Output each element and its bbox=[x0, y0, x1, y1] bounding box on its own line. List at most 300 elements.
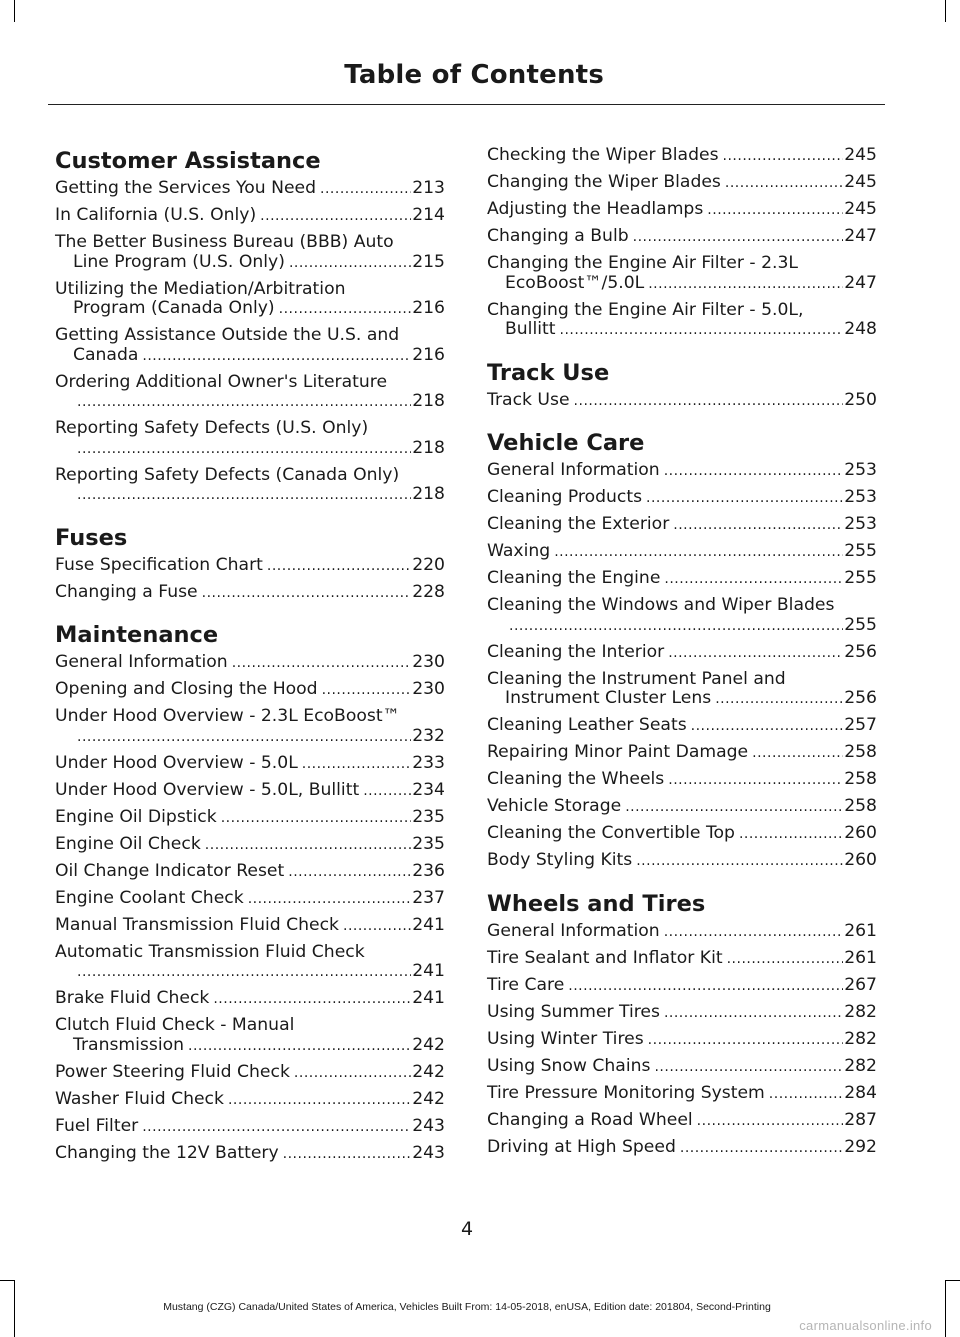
toc-entry-title: Program (Canada Only) bbox=[73, 298, 275, 318]
toc-entry[interactable] bbox=[487, 569, 877, 590]
toc-entry-title: Using Winter Tires bbox=[487, 1028, 644, 1049]
toc-entry-title: Engine Oil Check bbox=[55, 833, 201, 854]
dot-leader bbox=[725, 174, 843, 194]
dot-leader bbox=[202, 584, 412, 604]
toc-entry-line bbox=[55, 299, 445, 320]
toc-entry[interactable] bbox=[487, 227, 877, 248]
dot-leader bbox=[727, 950, 844, 970]
dot-leader bbox=[213, 990, 411, 1010]
toc-entry[interactable] bbox=[55, 179, 445, 200]
toc-entry-line bbox=[55, 1144, 445, 1165]
dot-leader bbox=[769, 1085, 843, 1105]
toc-entry-line bbox=[487, 976, 877, 997]
dot-leader bbox=[77, 486, 411, 506]
toc-entry-title: Washer Fluid Check bbox=[55, 1088, 224, 1109]
toc-entry[interactable] bbox=[487, 1030, 877, 1051]
dot-leader bbox=[221, 809, 411, 829]
dot-leader bbox=[648, 1031, 844, 1051]
toc-entry-line bbox=[487, 1084, 877, 1105]
dot-leader bbox=[302, 755, 411, 775]
toc-page-number: 247 bbox=[844, 226, 877, 246]
toc-entry-title: Changing the Engine Air Filter - 2.3L bbox=[487, 253, 798, 273]
toc-entry[interactable] bbox=[55, 556, 445, 577]
dot-leader bbox=[248, 890, 412, 910]
toc-entry-title: Under Hood Overview - 5.0L bbox=[55, 752, 298, 773]
toc-entry[interactable] bbox=[55, 862, 445, 883]
toc-entry-title: Ordering Additional Owner's Literature bbox=[55, 371, 388, 392]
toc-entry-line bbox=[487, 1111, 877, 1132]
toc-entry[interactable] bbox=[487, 596, 877, 636]
toc-page-number: 230 bbox=[412, 652, 445, 672]
toc-page-number: 241 bbox=[412, 914, 445, 935]
toc-entry-line bbox=[487, 824, 877, 845]
toc-page-number: 232 bbox=[412, 725, 445, 746]
toc-entry-title: Checking the Wiper Blades bbox=[487, 145, 719, 165]
toc-entry-line bbox=[55, 862, 445, 883]
toc-entry-title: Line Program (U.S. Only) bbox=[73, 251, 285, 272]
dot-leader bbox=[283, 1145, 412, 1165]
title-divider bbox=[48, 104, 885, 105]
toc-entry-line bbox=[487, 797, 877, 818]
dot-leader bbox=[228, 1091, 411, 1111]
toc-page-number: 253 bbox=[844, 514, 877, 534]
toc-entry-title: General Information bbox=[487, 920, 660, 941]
toc-entry-line bbox=[487, 320, 877, 341]
toc-page-number: 236 bbox=[412, 860, 445, 881]
toc-entry[interactable] bbox=[487, 200, 877, 221]
dot-leader bbox=[664, 570, 843, 590]
toc-section bbox=[487, 146, 877, 341]
toc-entry[interactable] bbox=[487, 146, 877, 167]
toc-entry[interactable] bbox=[55, 373, 445, 413]
toc-page-number: 261 bbox=[844, 920, 877, 941]
toc-entry[interactable] bbox=[487, 542, 877, 563]
toc-entry-title: Track Use bbox=[487, 389, 570, 410]
toc-entry-title: Adjusting the Headlamps bbox=[487, 199, 704, 219]
toc-page-number: 245 bbox=[844, 145, 877, 165]
toc-entry-line bbox=[487, 274, 877, 295]
toc-entry-title: Bullitt bbox=[505, 319, 556, 339]
toc-page-number: 255 bbox=[844, 541, 877, 561]
toc-entry[interactable] bbox=[487, 976, 877, 997]
section-heading: Vehicle Care bbox=[487, 430, 645, 456]
toc-page-number: 218 bbox=[412, 484, 445, 504]
toc-entry-title: Tire Pressure Monitoring System bbox=[487, 1082, 765, 1103]
toc-entry-title: Clutch Fluid Check - Manual bbox=[55, 1015, 295, 1035]
section-heading: Fuses bbox=[55, 524, 128, 551]
toc-entry-title: Changing a Road Wheel bbox=[487, 1109, 693, 1130]
toc-entry-line bbox=[487, 227, 877, 248]
dot-leader bbox=[142, 347, 411, 367]
toc-entry[interactable] bbox=[487, 851, 877, 872]
toc-entry-title: Oil Change Indicator Reset bbox=[55, 860, 285, 881]
dot-leader bbox=[294, 1064, 411, 1084]
dot-leader bbox=[664, 1004, 843, 1024]
toc-entry-title: Canada bbox=[73, 344, 139, 365]
toc-entry-title: Automatic Transmission Fluid Check bbox=[55, 941, 365, 962]
toc-page-number: 220 bbox=[412, 554, 445, 575]
toc-entry[interactable] bbox=[487, 301, 877, 341]
dot-leader bbox=[188, 1037, 411, 1057]
toc-entry[interactable] bbox=[487, 391, 877, 412]
toc-entry[interactable] bbox=[55, 1016, 445, 1056]
toc-entry-title: Reporting Safety Defects (Canada Only) bbox=[55, 464, 400, 485]
toc-entry[interactable] bbox=[487, 716, 877, 737]
toc-entry[interactable] bbox=[55, 754, 445, 775]
toc-page-number: 260 bbox=[844, 850, 877, 870]
toc-entry-title: Instrument Cluster Lens bbox=[505, 688, 712, 708]
dot-leader bbox=[625, 798, 843, 818]
toc-entry[interactable] bbox=[55, 233, 445, 273]
toc-entry-title: Engine Oil Dipstick bbox=[55, 806, 217, 827]
toc-entry-title: Body Styling Kits bbox=[487, 850, 633, 870]
toc-page-number: 216 bbox=[412, 298, 445, 318]
toc-entry-line bbox=[487, 949, 877, 970]
toc-page-number: 284 bbox=[844, 1082, 877, 1103]
toc-entry-title: Changing the 12V Battery bbox=[55, 1142, 279, 1163]
toc-entry-line bbox=[487, 146, 877, 167]
dot-leader bbox=[707, 201, 843, 221]
dot-leader bbox=[680, 1139, 843, 1159]
toc-entry-title: Cleaning the Exterior bbox=[487, 514, 670, 534]
toc-page-number: 258 bbox=[844, 796, 877, 816]
toc-entry-line bbox=[487, 689, 877, 710]
toc-entry-line bbox=[487, 1057, 877, 1078]
toc-page-number: 242 bbox=[412, 1061, 445, 1082]
toc-page-number: 228 bbox=[412, 581, 445, 602]
toc-entry[interactable] bbox=[487, 949, 877, 970]
toc-page-number: 282 bbox=[844, 1001, 877, 1022]
toc-page-number: 242 bbox=[412, 1034, 445, 1055]
toc-page-number: 292 bbox=[844, 1136, 877, 1157]
toc-entry-title: The Better Business Bureau (BBB) Auto bbox=[55, 232, 394, 252]
dot-leader bbox=[668, 771, 843, 791]
toc-entry[interactable] bbox=[55, 653, 445, 674]
toc-page-number: 218 bbox=[412, 437, 445, 458]
dot-leader bbox=[77, 440, 411, 460]
toc-page-number: 235 bbox=[412, 833, 445, 854]
toc-entry-title: Changing a Fuse bbox=[55, 581, 198, 602]
dot-leader bbox=[554, 543, 843, 563]
toc-entry-title: Transmission bbox=[73, 1034, 185, 1055]
toc-entry[interactable] bbox=[487, 922, 877, 943]
toc-entry-line bbox=[487, 200, 877, 221]
dot-leader bbox=[723, 147, 844, 167]
toc-entry-line bbox=[55, 680, 445, 701]
toc-page-number: 214 bbox=[412, 205, 445, 225]
toc-entry[interactable] bbox=[55, 916, 445, 937]
dot-leader bbox=[320, 180, 411, 200]
dot-leader bbox=[654, 1058, 843, 1078]
crop-mark-top-right-vertical bbox=[945, 0, 946, 22]
toc-entry-title: Under Hood Overview - 2.3L EcoBoost™ bbox=[55, 706, 400, 726]
toc-entry-title: Tire Care bbox=[487, 974, 565, 995]
dot-leader bbox=[77, 728, 411, 748]
toc-entry-line bbox=[487, 569, 877, 590]
toc-entry[interactable] bbox=[487, 173, 877, 194]
dot-leader bbox=[142, 1118, 411, 1138]
toc-page-number: 258 bbox=[844, 769, 877, 789]
toc-entry-title: Changing a Bulb bbox=[487, 226, 629, 246]
toc-page-number: 287 bbox=[844, 1109, 877, 1130]
toc-page-number: 282 bbox=[844, 1055, 877, 1076]
toc-page-number: 218 bbox=[412, 391, 445, 411]
toc-entry[interactable] bbox=[487, 488, 877, 509]
dot-leader bbox=[568, 977, 843, 997]
toc-entry-title: Cleaning the Convertible Top bbox=[487, 823, 735, 843]
dot-leader bbox=[343, 917, 411, 937]
dot-leader bbox=[77, 393, 411, 413]
dot-leader bbox=[633, 228, 844, 248]
toc-entry[interactable] bbox=[487, 1111, 877, 1132]
toc-entry-title: EcoBoost™/5.0L bbox=[505, 272, 645, 293]
crop-mark-bottom-left-horizontal bbox=[0, 1280, 15, 1281]
toc-entry-title: Getting the Services You Need bbox=[55, 178, 317, 198]
toc-entry-line bbox=[55, 206, 445, 227]
page-number: 4 bbox=[460, 1218, 474, 1240]
toc-entry-line bbox=[487, 542, 877, 563]
toc-entry-line bbox=[487, 1138, 877, 1159]
toc-entry[interactable] bbox=[55, 943, 445, 983]
toc-page-number: 216 bbox=[412, 344, 445, 365]
toc-entry-title: Utilizing the Mediation/Arbitration bbox=[55, 278, 346, 299]
toc-page-number: 261 bbox=[844, 947, 877, 968]
toc-entry-line bbox=[487, 743, 877, 764]
toc-page-number: 255 bbox=[844, 614, 877, 635]
toc-page-number: 245 bbox=[844, 172, 877, 192]
dot-leader bbox=[636, 852, 843, 872]
toc-entry[interactable] bbox=[55, 583, 445, 604]
toc-entry-line bbox=[55, 989, 445, 1010]
toc-entry-title: Cleaning the Windows and Wiper Blades bbox=[487, 595, 835, 615]
toc-entry-title: Tire Sealant and Inflator Kit bbox=[487, 947, 723, 968]
section-heading: Customer Assistance bbox=[55, 148, 321, 174]
toc-entry-line bbox=[55, 754, 445, 775]
toc-page-number: 255 bbox=[844, 568, 877, 588]
toc-entry[interactable] bbox=[487, 1003, 877, 1024]
toc-entry[interactable] bbox=[55, 1090, 445, 1111]
toc-entry-line bbox=[55, 916, 445, 937]
toc-entry-title: Fuse Specification Chart bbox=[55, 554, 263, 575]
toc-page-number: 243 bbox=[412, 1115, 445, 1136]
toc-entry-line bbox=[55, 1063, 445, 1084]
toc-entry-title: Power Steering Fluid Check bbox=[55, 1061, 290, 1082]
toc-entry-line bbox=[55, 346, 445, 367]
toc-entry-title: Waxing bbox=[487, 541, 551, 561]
toc-page-number: 234 bbox=[412, 779, 445, 800]
toc-entry-title: In California (U.S. Only) bbox=[55, 205, 257, 225]
toc-entry-title: Using Summer Tires bbox=[487, 1001, 660, 1022]
toc-entry-title: Vehicle Storage bbox=[487, 796, 622, 816]
toc-entry[interactable] bbox=[55, 989, 445, 1010]
footer-edition-info: Mustang (CZG) Canada/United States of America, Vehicles Built From: 14-05-2018, enUSA, Edition date: 201804, Second-Printing bbox=[163, 1301, 771, 1313]
crop-mark-bottom-right-vertical bbox=[945, 1280, 946, 1337]
dot-leader bbox=[267, 557, 411, 577]
toc-entry-title: Fuel Filter bbox=[55, 1115, 139, 1136]
toc-entry-line bbox=[55, 1036, 445, 1057]
toc-page-number: 260 bbox=[844, 823, 877, 843]
dot-leader bbox=[560, 321, 844, 341]
toc-section bbox=[487, 889, 877, 1159]
toc-section bbox=[487, 428, 877, 872]
toc-entry-title: Using Snow Chains bbox=[487, 1055, 651, 1076]
toc-entry[interactable] bbox=[487, 824, 877, 845]
toc-entry[interactable] bbox=[55, 889, 445, 910]
toc-page-number: 253 bbox=[844, 460, 877, 480]
toc-entry[interactable] bbox=[55, 1144, 445, 1165]
toc-entry[interactable] bbox=[55, 680, 445, 701]
toc-entry-line bbox=[55, 727, 445, 748]
crop-mark-bottom-right-horizontal bbox=[945, 1280, 960, 1281]
toc-entry-line bbox=[55, 889, 445, 910]
dot-leader bbox=[664, 462, 843, 482]
toc-entry-line bbox=[487, 1030, 877, 1051]
toc-page-number: 213 bbox=[412, 178, 445, 198]
toc-entry-line bbox=[55, 485, 445, 506]
toc-entry[interactable] bbox=[487, 797, 877, 818]
dot-leader bbox=[739, 825, 843, 845]
toc-entry[interactable] bbox=[487, 461, 877, 482]
toc-page-number: 245 bbox=[844, 199, 877, 219]
toc-entry-title: Cleaning Leather Seats bbox=[487, 715, 687, 735]
dot-leader bbox=[288, 863, 411, 883]
toc-page-number: 256 bbox=[844, 688, 877, 708]
toc-left-column bbox=[55, 146, 445, 1181]
toc-entry-title: Driving at High Speed bbox=[487, 1136, 676, 1157]
dot-leader bbox=[668, 644, 843, 664]
dot-leader bbox=[673, 516, 843, 536]
toc-entry-title: Engine Coolant Check bbox=[55, 887, 244, 908]
toc-entry[interactable] bbox=[55, 835, 445, 856]
toc-entry[interactable] bbox=[487, 670, 877, 710]
toc-section bbox=[55, 523, 445, 604]
section-heading: Track Use bbox=[487, 359, 610, 386]
toc-entry[interactable] bbox=[55, 1117, 445, 1138]
dot-leader bbox=[509, 617, 843, 637]
toc-entry-title: Manual Transmission Fluid Check bbox=[55, 914, 339, 935]
toc-entry[interactable] bbox=[55, 466, 445, 506]
toc-right-column bbox=[487, 146, 877, 1175]
dot-leader bbox=[279, 300, 412, 320]
toc-page-number: 230 bbox=[412, 679, 445, 699]
toc-page-number: 242 bbox=[412, 1088, 445, 1109]
dot-leader bbox=[260, 207, 411, 227]
toc-entry[interactable] bbox=[55, 206, 445, 227]
toc-entry-title: Changing the Wiper Blades bbox=[487, 172, 721, 192]
toc-page-number: 267 bbox=[844, 974, 877, 995]
watermark: carmanualsonline.info bbox=[799, 1318, 932, 1333]
toc-entry-title: Under Hood Overview - 5.0L, Bullitt bbox=[55, 779, 360, 800]
toc-entry-line bbox=[55, 781, 445, 802]
toc-entry-line bbox=[55, 1117, 445, 1138]
toc-entry-line bbox=[55, 808, 445, 829]
toc-entry-title: Cleaning the Engine bbox=[487, 568, 661, 588]
toc-entry[interactable] bbox=[487, 743, 877, 764]
toc-entry-line bbox=[487, 515, 877, 536]
toc-entry[interactable] bbox=[487, 770, 877, 791]
toc-entry-line bbox=[55, 439, 445, 460]
dot-leader bbox=[574, 392, 844, 412]
toc-entry-line bbox=[55, 253, 445, 274]
toc-page-number: 235 bbox=[412, 806, 445, 827]
toc-entry-title: Changing the Engine Air Filter - 5.0L, bbox=[487, 299, 804, 320]
toc-entry-line bbox=[487, 643, 877, 664]
toc-page-number: 233 bbox=[412, 752, 445, 773]
dot-leader bbox=[77, 963, 411, 983]
toc-entry-line bbox=[487, 488, 877, 509]
dot-leader bbox=[752, 744, 843, 764]
page-title: Table of Contents bbox=[344, 60, 604, 90]
toc-page-number: 282 bbox=[844, 1028, 877, 1049]
toc-page-number: 256 bbox=[844, 641, 877, 662]
toc-page-number: 215 bbox=[412, 251, 445, 272]
toc-section bbox=[55, 146, 445, 506]
section-heading: Wheels and Tires bbox=[487, 890, 706, 917]
toc-entry-line bbox=[55, 962, 445, 983]
toc-entry-title: Cleaning Products bbox=[487, 487, 643, 507]
toc-page-number: 248 bbox=[844, 319, 877, 339]
toc-entry-line bbox=[487, 851, 877, 872]
toc-entry[interactable] bbox=[55, 419, 445, 459]
toc-page-number: 241 bbox=[412, 961, 445, 981]
dot-leader bbox=[322, 681, 412, 701]
toc-entry-title: Opening and Closing the Hood bbox=[55, 679, 318, 699]
dot-leader bbox=[715, 690, 843, 710]
toc-entry-line bbox=[55, 1090, 445, 1111]
toc-entry[interactable] bbox=[55, 808, 445, 829]
toc-entry-line bbox=[487, 922, 877, 943]
dot-leader bbox=[289, 254, 411, 274]
toc-entry-line bbox=[55, 583, 445, 604]
toc-entry[interactable] bbox=[487, 643, 877, 664]
toc-entry[interactable] bbox=[55, 781, 445, 802]
toc-section bbox=[487, 358, 877, 412]
toc-entry-line bbox=[487, 461, 877, 482]
toc-entry[interactable] bbox=[55, 707, 445, 747]
toc-entry-line bbox=[487, 173, 877, 194]
toc-entry[interactable] bbox=[487, 515, 877, 536]
toc-entry[interactable] bbox=[487, 1084, 877, 1105]
toc-page-number: 241 bbox=[412, 988, 445, 1008]
toc-entry[interactable] bbox=[55, 280, 445, 320]
dot-leader bbox=[664, 923, 843, 943]
toc-entry-title: General Information bbox=[55, 652, 228, 672]
toc-section bbox=[55, 620, 445, 1164]
toc-entry[interactable] bbox=[55, 1063, 445, 1084]
dot-leader bbox=[232, 654, 411, 674]
toc-page-number: 257 bbox=[844, 715, 877, 735]
toc-entry-title: Reporting Safety Defects (U.S. Only) bbox=[55, 418, 369, 438]
toc-entry-title: Repairing Minor Paint Damage bbox=[487, 742, 749, 762]
dot-leader bbox=[648, 275, 843, 295]
toc-entry-line bbox=[55, 653, 445, 674]
toc-entry-line bbox=[487, 770, 877, 791]
toc-entry[interactable] bbox=[487, 1057, 877, 1078]
toc-entry-title: Getting Assistance Outside the U.S. and bbox=[55, 325, 400, 345]
toc-entry-title: General Information bbox=[487, 460, 660, 480]
dot-leader bbox=[363, 782, 411, 802]
toc-page-number: 243 bbox=[412, 1142, 445, 1163]
dot-leader bbox=[691, 717, 844, 737]
toc-entry-line bbox=[55, 556, 445, 577]
crop-mark-top-left-vertical bbox=[14, 0, 15, 22]
toc-entry[interactable] bbox=[55, 326, 445, 366]
toc-entry-title: Cleaning the Instrument Panel and bbox=[487, 668, 786, 689]
toc-page-number: 253 bbox=[844, 487, 877, 507]
toc-entry[interactable] bbox=[487, 1138, 877, 1159]
toc-entry[interactable] bbox=[487, 254, 877, 294]
section-heading: Maintenance bbox=[55, 622, 219, 648]
